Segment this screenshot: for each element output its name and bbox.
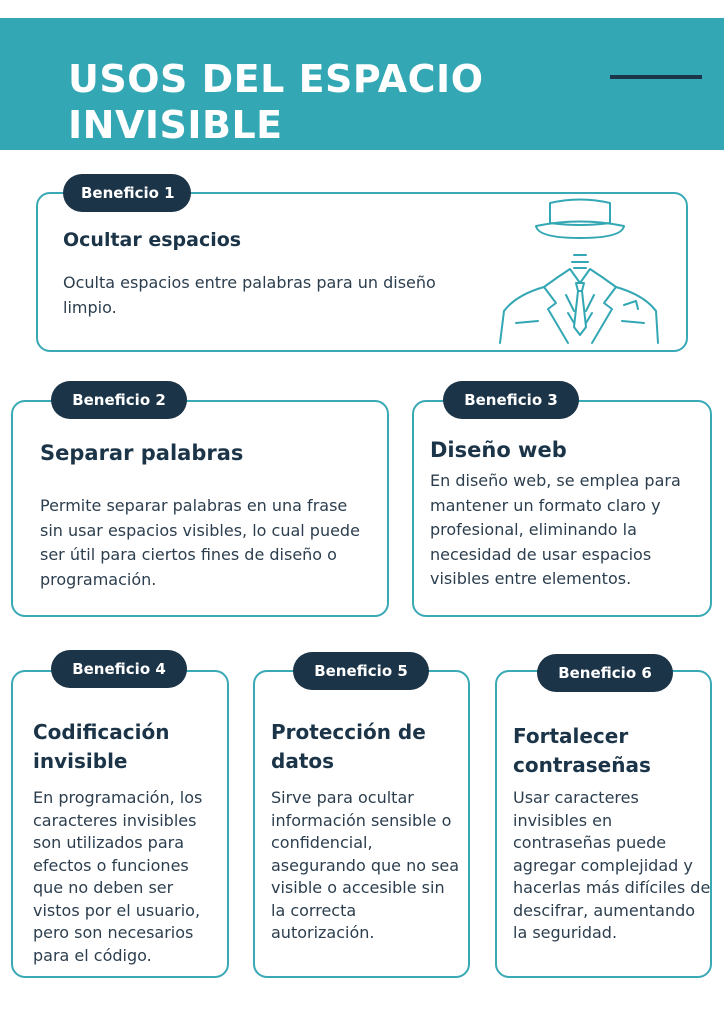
invisible-man-icon: [496, 195, 662, 347]
benefit-badge-3: Beneficio 3: [443, 381, 579, 419]
benefit-title-1: Ocultar espacios: [63, 229, 242, 251]
page-title: USOS DEL ESPACIO INVISIBLE: [68, 57, 484, 147]
benefit-badge-6: Beneficio 6: [537, 654, 673, 692]
benefit-text-3: En diseño web, se emplea para mantener un formato claro y profesional, eliminando la necesidad de usar espacios visibles entre elementos.: [430, 471, 681, 588]
benefit-text-4: En programación, los caracteres invisibles son utilizados para efectos o funciones que no deben ser vistos por el usuario, pero son necesarios para el código.: [33, 788, 203, 965]
benefit-badge-1: Beneficio 1: [63, 174, 191, 212]
benefit-badge-5: Beneficio 5: [293, 652, 429, 690]
benefit-title-6: Fortalecer contraseñas: [513, 724, 651, 777]
benefit-text-5: Sirve para ocultar información sensible o confidencial, asegurando que no sea visible o accesible sin la correcta autorización.: [271, 788, 460, 942]
header-divider: [610, 75, 702, 79]
benefit-title-3: Diseño web: [430, 438, 567, 462]
header-banner: [0, 18, 724, 150]
benefit-title-4: Codificación invisible: [33, 720, 170, 773]
benefit-text-2: Permite separar palabras en una frase sin usar espacios visibles, lo cual puede ser útil para ciertos fines de diseño o programación.: [40, 496, 360, 589]
benefit-title-5: Protección de datos: [271, 720, 426, 773]
benefit-title-2: Separar palabras: [40, 441, 244, 465]
benefit-badge-2: Beneficio 2: [51, 381, 187, 419]
benefit-badge-4: Beneficio 4: [51, 650, 187, 688]
benefit-text-6: Usar caracteres invisibles en contraseñas puede agregar complejidad y hacerlas más difíciles de descifrar, aumentando la seguridad.: [513, 788, 711, 942]
benefit-text-1: Oculta espacios entre palabras para un diseño limpio.: [63, 273, 436, 317]
